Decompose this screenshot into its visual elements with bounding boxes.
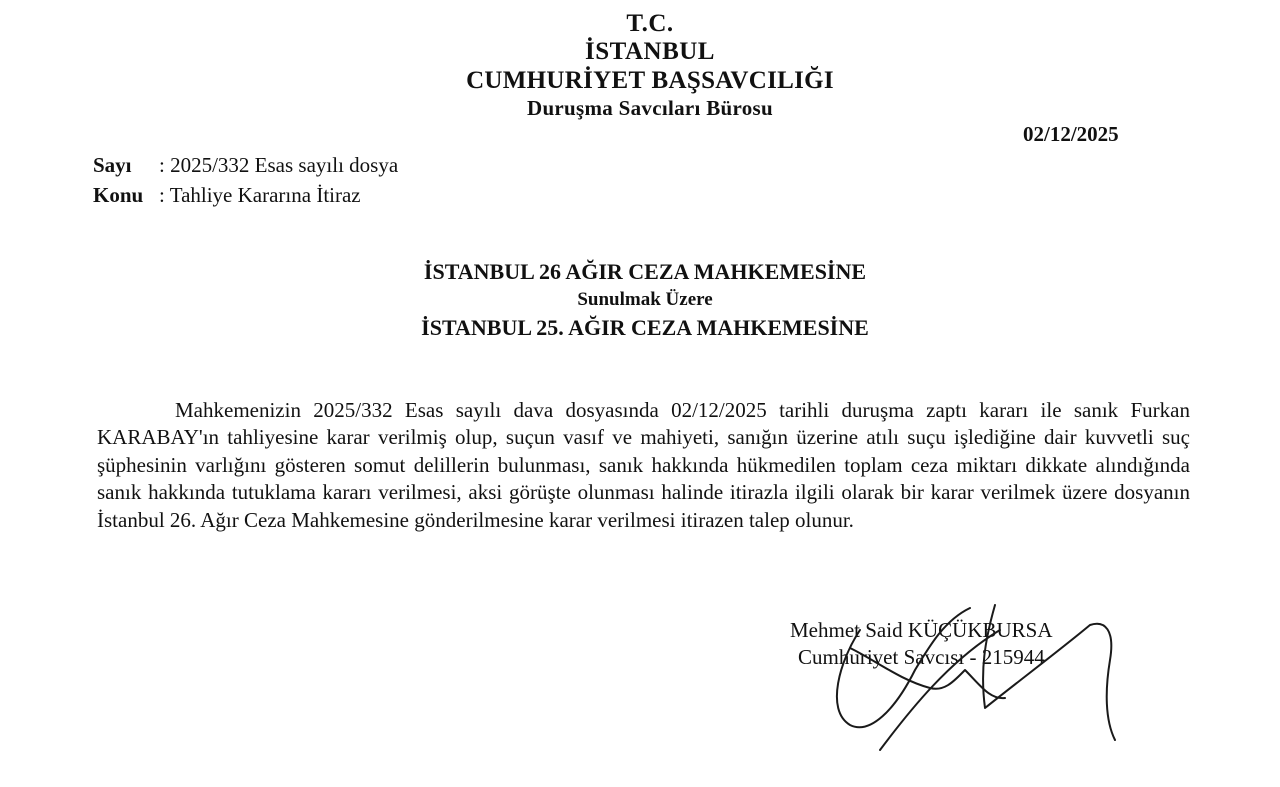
document-date: 02/12/2025: [1023, 122, 1119, 146]
konu-value: : Tahliye Kararına İtiraz: [159, 183, 361, 207]
header-city: İSTANBUL: [585, 38, 715, 65]
handwritten-signature-icon: [820, 600, 1140, 760]
header-tc: T.C.: [626, 10, 674, 37]
konu-label: Konu: [93, 183, 144, 207]
meta-sayi: [93, 153, 398, 178]
body-paragraph: Mahkemenizin 2025/332 Esas sayılı dava dosyasında 02/12/2025 tarihli duruşma zaptı kararı ile sanık Furkan KARABAY'ın tahliyesine karar verilmiş olup, suçun vasıf ve mahiyeti, sanığın üzerine atılı suçu işlediğine dair kuvvetli suç şüphesinin varlığını gösteren somut delillerin bulunması, sanık hakkında hükmedilen toplam ceza miktarı dikkate alındığında sanık hakkında tutuklama kararı verilmesi, aksi görüşte olunması halinde itirazla ilgili olarak bir karar verilmek üzere dosyanın İstanbul 26. Ağır Ceza Mahkemesine gönderilmesine karar verilmesi itirazen talep olunur.: [97, 398, 1190, 532]
addressee-primary: İSTANBUL 26 AĞIR CEZA MAHKEMESİNE: [423, 259, 867, 284]
signatory-title: Cumhuriyet Savcısı - 215944: [798, 645, 1045, 669]
sayi-label: Sayı: [93, 153, 132, 177]
header-office: CUMHURİYET BAŞSAVCILIĞI: [466, 67, 834, 94]
addressee-secondary: İSTANBUL 25. AĞIR CEZA MAHKEMESİNE: [421, 315, 869, 340]
header-bureau: Duruşma Savcıları Bürosu: [526, 96, 773, 120]
meta-konu: [93, 183, 361, 208]
signatory-name: Mehmet Said KÜÇÜKBURSA: [790, 618, 1053, 642]
addressee-via: Sunulmak Üzere: [577, 289, 713, 310]
sayi-value: : 2025/332 Esas sayılı dosya: [159, 153, 399, 177]
